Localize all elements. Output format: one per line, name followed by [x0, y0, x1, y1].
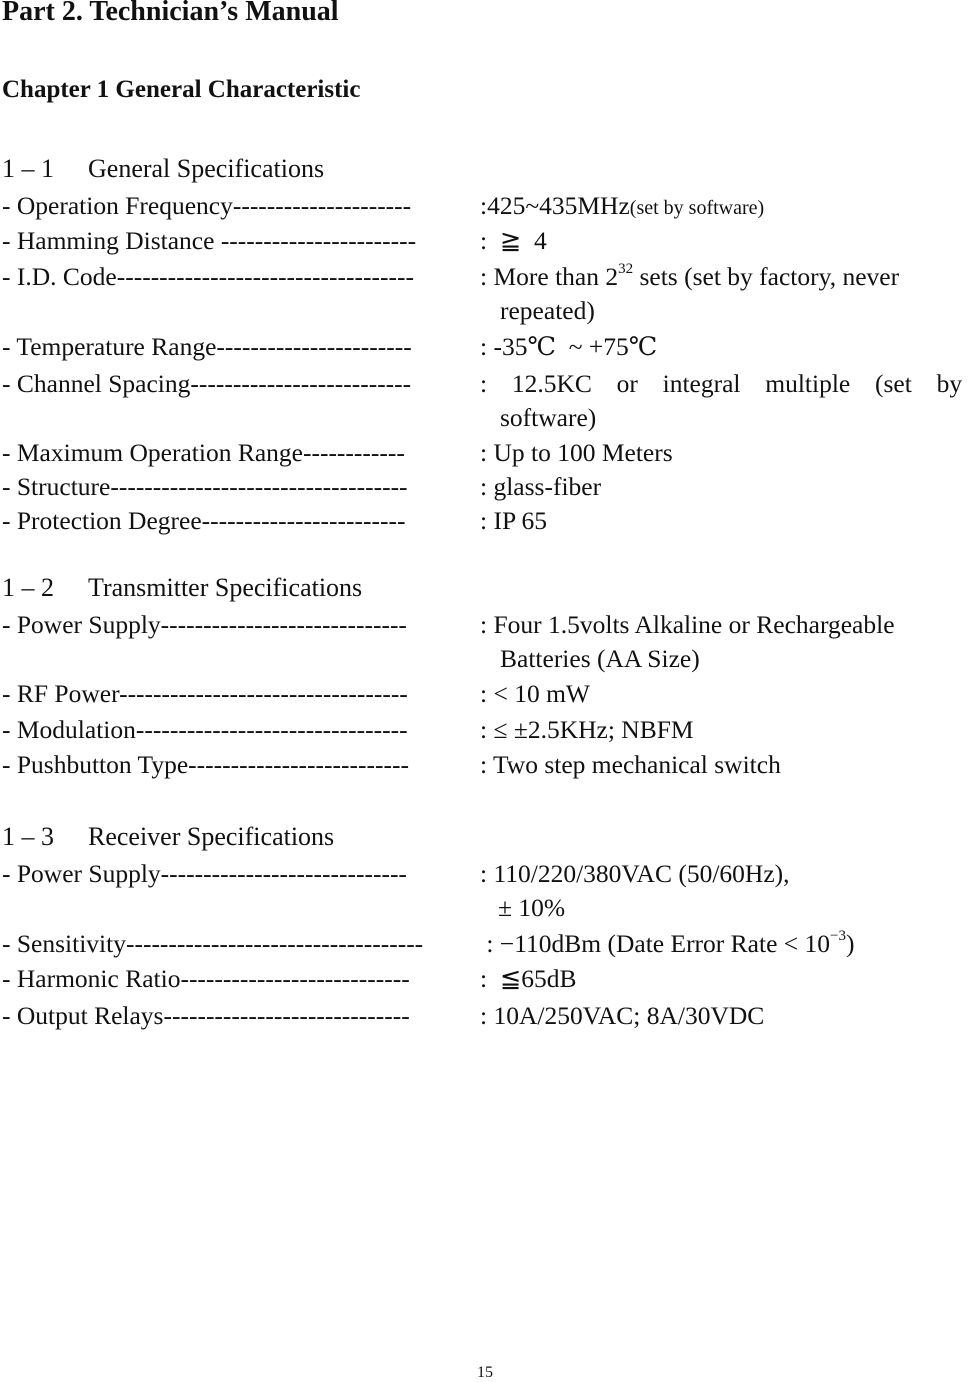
spec-value-continuation: ± 10% [498, 893, 566, 922]
part-title: Part 2. Technician’s Manual [2, 0, 339, 27]
spec-value: : −110dBm (Date Error Rate < $10^{-3}$) [480, 928, 855, 958]
spec-value: : 10A/250VAC; 8A/30VDC [480, 1001, 765, 1030]
spec-value: : < 10 mW [480, 679, 590, 708]
spec-value: :425~435MHz(set by software) [480, 191, 765, 220]
spec-value-continuation: repeated) [500, 296, 595, 325]
spec-label: - Operation Frequency--------------------- [2, 191, 412, 220]
section-heading-general [2, 154, 324, 184]
spec-value: : 12.5KC or integral multiple (set by software) [480, 367, 968, 435]
spec-label: - Modulation-------------------------------- [2, 715, 408, 744]
spec-label: - Power Supply----------------------------- [2, 610, 407, 639]
spec-value-note: (set by software) [629, 197, 765, 219]
spec-value: : More than $2^{32}$ sets (set by factory, never repeated) [480, 260, 968, 328]
spec-value: : glass-fiber [480, 472, 602, 501]
section-title: Transmitter Specifications [88, 573, 363, 602]
section-title: Receiver Specifications [88, 822, 335, 851]
spec-value: : Up to 100 Meters [480, 438, 673, 467]
spec-label: - Power Supply----------------------------- [2, 859, 407, 888]
spec-label: - Sensitivity----------------------------------- [2, 929, 424, 958]
spec-label: - Pushbutton Type-------------------------- [2, 750, 409, 779]
section-number: 1 – 1 [2, 154, 54, 183]
spec-label: - Temperature Range----------------------- [2, 332, 412, 361]
spec-value: : IP 65 [480, 506, 548, 535]
spec-label: - Harmonic Ratio--------------------------- [2, 964, 410, 993]
spec-value-continuation: Batteries (AA Size) [500, 644, 700, 673]
spec-value: : 110/220/380VAC (50/60Hz), ± 10% [480, 857, 968, 925]
spec-value: : ≧ 4 [480, 226, 547, 255]
spec-label: - Protection Degree------------------------ [2, 506, 406, 535]
spec-value-continuation: software) [500, 403, 597, 432]
chapter-title: Chapter 1 General Characteristic [2, 76, 361, 103]
section-heading-receiver [2, 822, 334, 852]
spec-label: - Structure----------------------------------- [2, 472, 408, 501]
spec-value: : ≤ ±2.5KHz; NBFM [480, 715, 694, 744]
section-title: General Specifications [88, 154, 325, 183]
spec-label: - Output Relays----------------------------- [2, 1001, 410, 1030]
section-heading-transmitter [2, 573, 362, 603]
spec-label: - RF Power---------------------------------- [2, 679, 408, 708]
section-number: 1 – 2 [2, 573, 54, 602]
spec-value: : ≦65dB [480, 964, 577, 993]
page-number: 15 [477, 1364, 493, 1381]
section-number: 1 – 3 [2, 822, 54, 851]
spec-value: : Four 1.5volts Alkaline or Rechargeable Batteries (AA Size) [480, 608, 968, 676]
spec-value: : -35℃ ~ +75℃ [480, 332, 658, 361]
spec-label: - Hamming Distance ----------------------- [2, 226, 417, 255]
spec-label: - I.D. Code----------------------------------- [2, 262, 414, 291]
spec-value: : Two step mechanical switch [480, 750, 781, 779]
spec-label: - Maximum Operation Range------------ [2, 438, 405, 467]
spec-label: - Channel Spacing-------------------------- [2, 369, 412, 398]
